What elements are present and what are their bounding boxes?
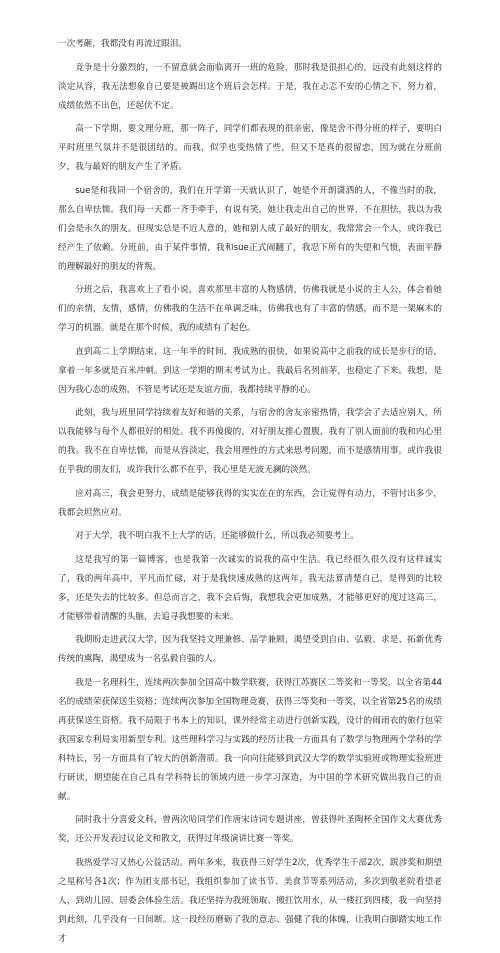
- document-body: [58, 35, 442, 953]
- paragraph: sue是和我同一个宿舍的，我们在开学第一天就认识了，她是个开朗潇洒的人，不像当时的我，那么自卑怯懦。我们每一天都一齐手牵手，有说有笑，她让我走出自己的世界，不在胆怯，我以为我们会是永久的朋友。但现实总是不近人意的，她和别人成了最好的朋友，我常常会一个人，或许我已经产生了依赖。分班前，由于某件事情，我和sue正式闹翻了，我忍下所有的失望和气愤，表面平静的理解最好的朋友的背叛。: [58, 185, 442, 272]
- paragraph: 应对高三，我会更努力，成绩是能够获得的实实在在的东西，会让觉得有动力，不管付出多少，我都会坦然应对。: [58, 488, 442, 518]
- paragraph: 同时我十分喜爱文科，曾两次哈同学们作唐宋诗词专题讲座，曾获得叶圣陶杯全国作文大赛优秀奖，还公开发表过议论文和散文，获得过年级演讲比赛一等奖。: [58, 815, 442, 844]
- paragraph: 竞争是十分激烈的，一不留意就会面临离开一班的危险，那时我是很担心的，远没有此刻这样的淡定从容，我无法想象自己要是被踢出这个班后会怎样。于是，我在忐忑不安的心情之下，努力着，成绩依然不出色，还起伏不定。: [58, 62, 442, 111]
- paragraph: 这是我写的第一篇博客，也是我第一次诚实的说我的高中生活。我已经很久很久没有这样诚实了，我的两年高中，平凡而忙碌，对于是我快速成熟的这两年，我无法算清楚自己，是得到的比较多，还是失去的比较多。但总而言之，我不会后悔，我想我会更加成熟，才能够更好的度过这高三，才能够带着清醒的头脑，去追寻我想要的未来。: [58, 554, 442, 622]
- paragraph: 此刻，我与班里同学持续着友好和谐的关系，与宿舍的舍友亲密热情，我学会了去适应别人，所以我能够与每个人都很好的相处。我不再傻傻的，对好朋友推心置腹，我有了别人面前的我和内心里的我。我不在自卑怯懦，而是从容淡定，我会用理性的方式来思考问题，而不是感情用事。或许我很在乎我的朋友们，或许我什么都不在乎，我心里是无波无澜的淡然。: [58, 408, 442, 475]
- paragraph: 我热爱学习又热心公益活动。两年多来，我获得三好学生2次，优秀学生干部2次，跋涉奖和期望之星称号各1次；作为团支部书记，我组织参加了读书节、美食节等系列活动，多次到敬老院看望老人，到幼儿园、居委会体验生活。我还坚持为我班领取、搬扛饮用水，从一楼扛到四楼，我一向坚持到此刻，几乎没有一日间断。这一段经历磨砺了我的意志、强健了我的体魄，让我明白脚踏实地工作才: [58, 857, 442, 944]
- paragraph: 我是一名理科生，连续两次参加全国高中数学联赛，获得江苏赛区二等奖和一等奖，以全省第44名的成绩荣获保送生资格；连续两次参加全国物理竞赛，获得三等奖和一等奖，以全省第25名的成绩再获保送生资格。我不局限于书本上的知识，课外经常主动进行创新实践，设计的闹雨衣的旅行包荣获国家专利局实用新型专利。这些理科学习与实践的经历让我一方面具有了数学与物理两个学科的学科特长，另一方面具有了较大的创新潜质。我一向向往能够到武汉大学的数学实验班或物理实验班进行研读，期望能在自己具有学科特长的领域内进一步学习深造，为中国的学术研究做出我自己的贡献。: [58, 677, 442, 802]
- paragraph: 我期盼走进武汉大学，因为我坚持文理兼修、品学兼顾，渴望受到自由、弘毅、求是、拓新优秀传统的熏陶，渴望成为一名弘毅自强的人。: [58, 635, 442, 664]
- paragraph: 分班之后，我喜欢上了看小说，喜欢那里丰富的人物感情，仿佛我就是小说的主人公，体会着她们的亲情，友情，感情，仿佛我的生活不在单调乏味，仿佛我也有了丰富的情感，而不是一架麻木的学习的机器。就是在那个时候，我的成绩有了起色。: [58, 285, 442, 333]
- paragraph: 高一下学期，要文理分班，那一阵子，同学们都表现的很亲密，像是舍不得分班的样子，要明白平时班里气氛并不是很团结的。而我，似乎也变热情了些，但又不是真的很留恋，因为就在分班前夕，我与最好的朋友产生了矛盾。: [58, 124, 442, 172]
- paragraph: 直到高二上学期结束，这一年半的时间，我成熟的很快，如果说高中之前我的成长是步行的话，拿着一年多就是百米冲刺。到这一学期的期末考试为止，我最后名列前茅，也稳定了下来。我想，是因为我心态的成熟，不管是考试还是友谊方面，我都持续平静的心。: [58, 346, 442, 395]
- paragraph: 对于大学，我不明白我不上大学的话，还能够做什么，所以我必须要考上。: [75, 531, 359, 541]
- paragraph: 一次考砸，我都没有再流过眼泪。: [58, 39, 187, 49]
